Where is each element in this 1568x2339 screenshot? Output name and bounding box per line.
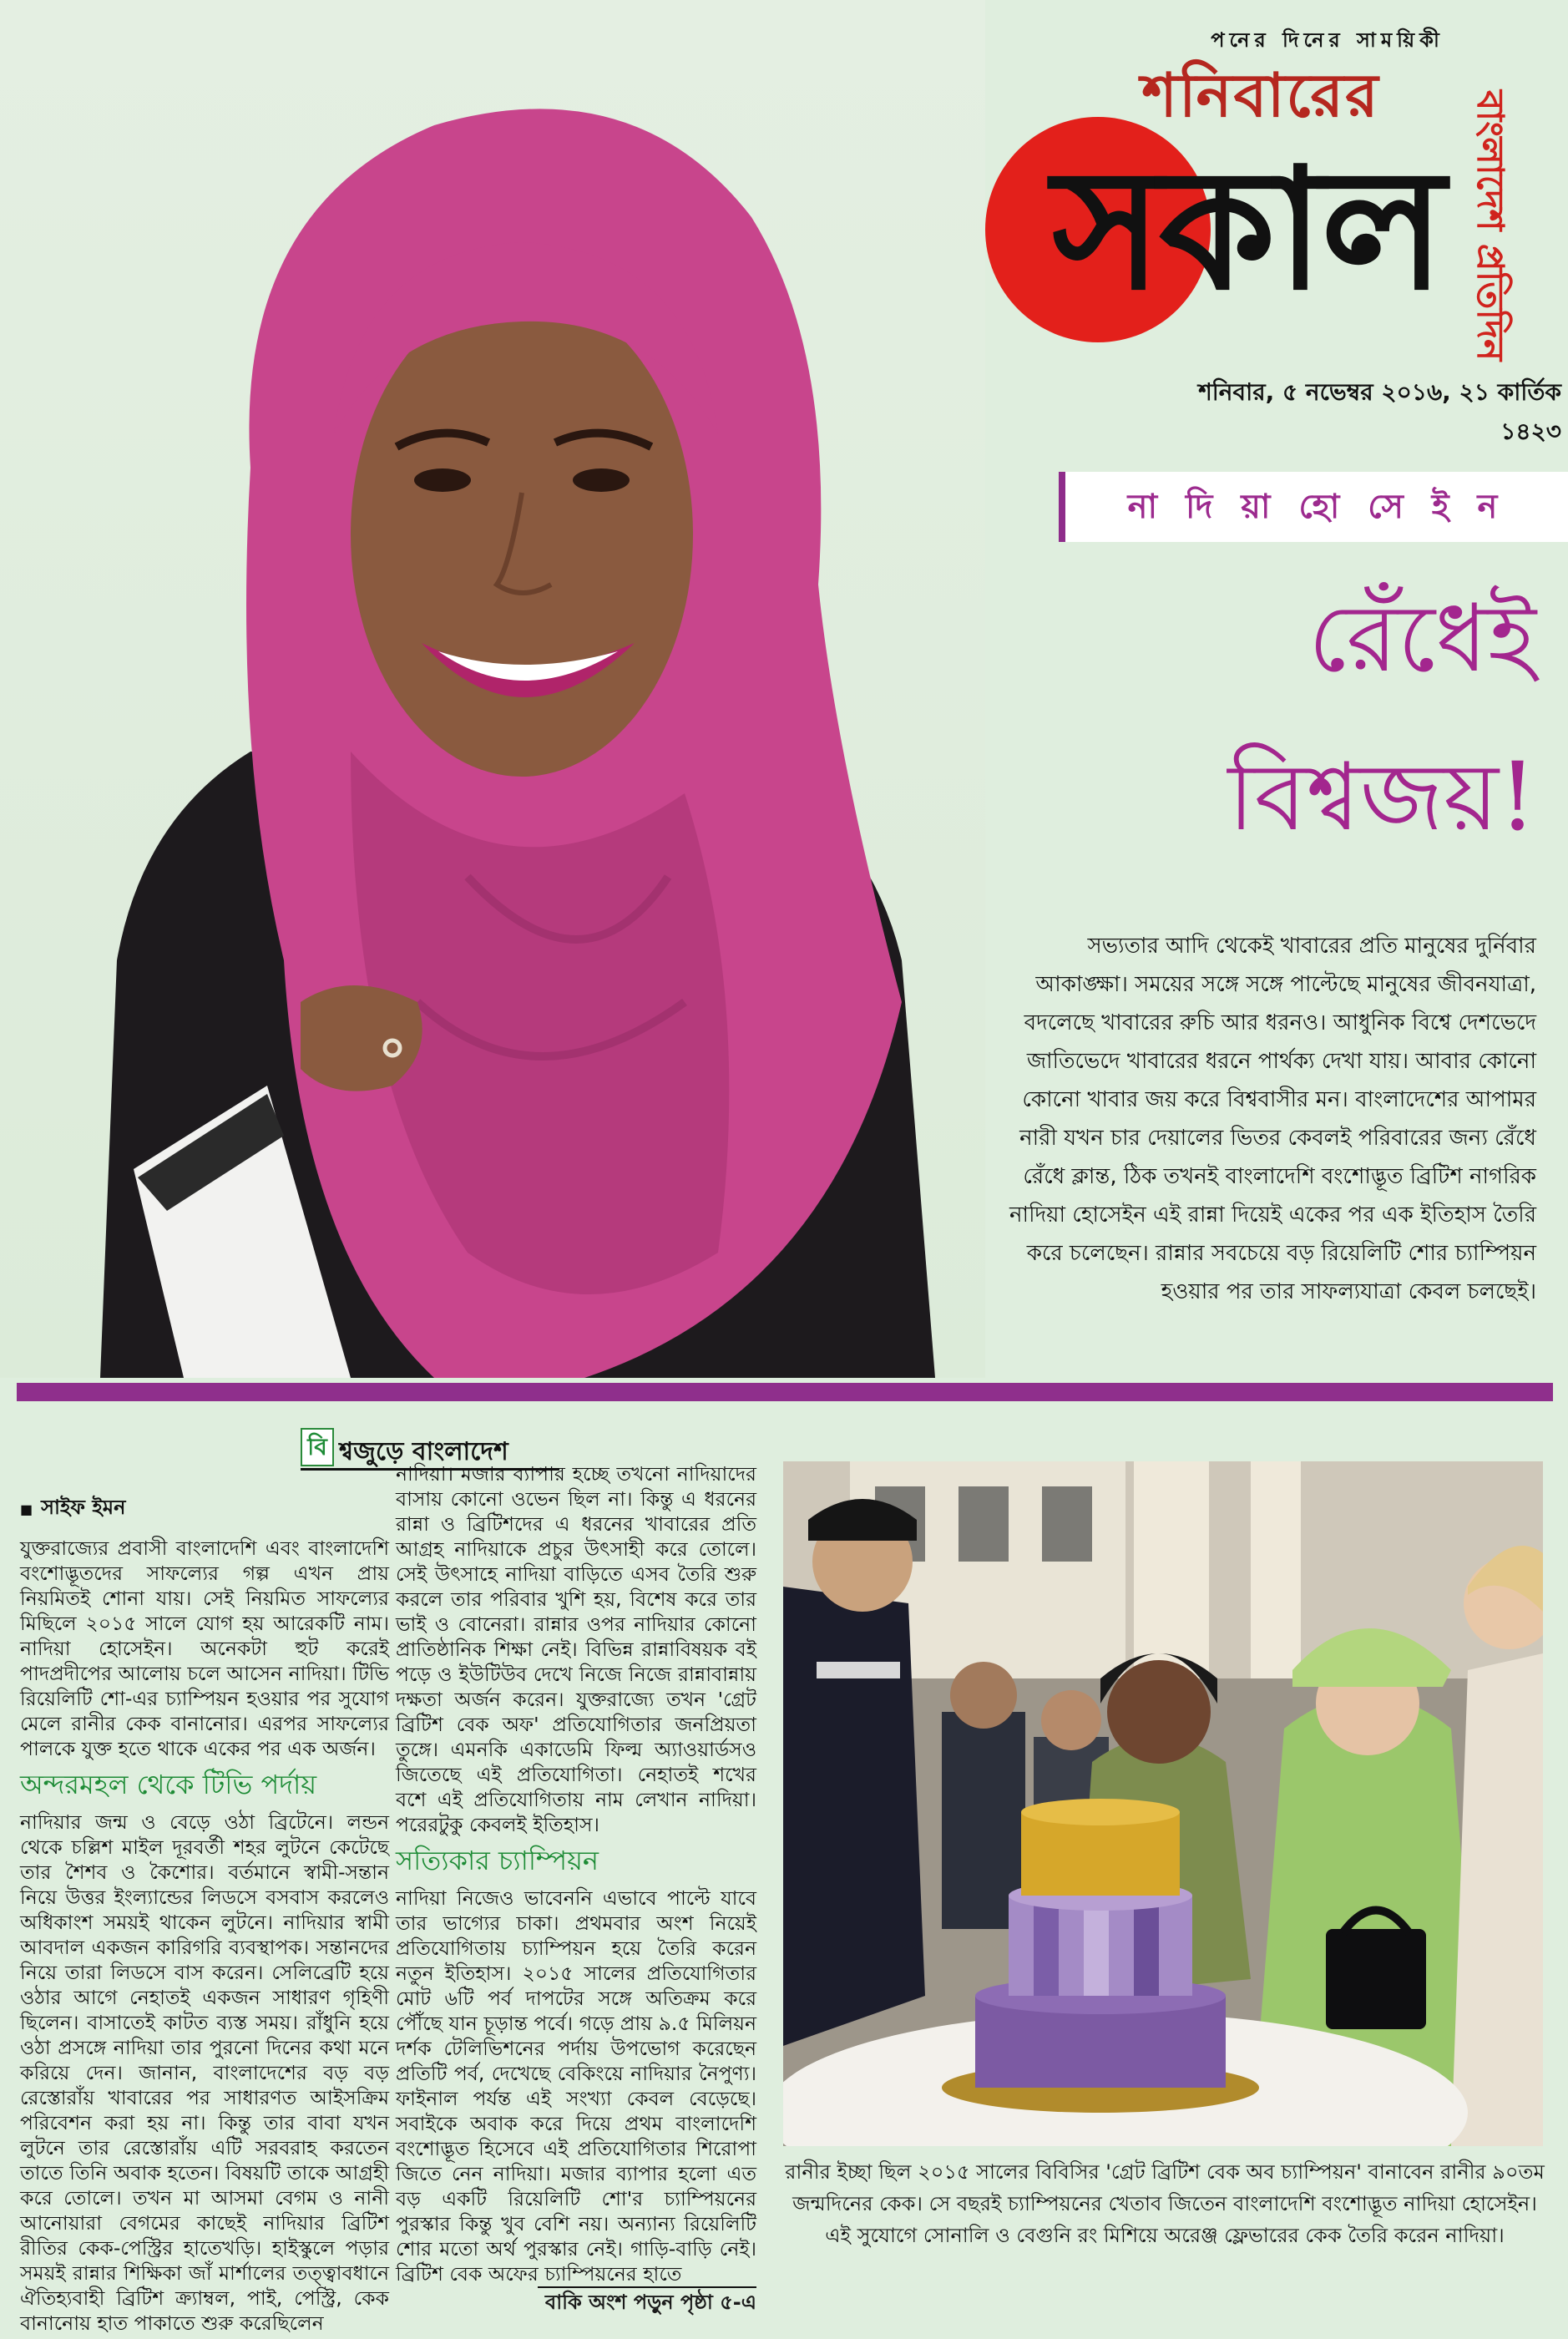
article-paragraph: নাদিয়া নিজেও ভাবেননি এভাবে পাল্টে যাবে তার ভাগ্যের চাকা। প্রথমবার অংশ নিয়েই প্রতিযোগিতায় চ্যাম্পিয়ন হয়ে তৈরি করেন নতুন ইতিহাস। ২০১৫ সালের প্রতিযোগিতার মোট ৬টি পর্ব দাপটের সঙ্গে অতিক্রম করে পৌঁছে যান চূড়ান্ত পর্বে। গড়ে প্রায় ৯.৫ মিলিয়ন দর্শক টেলিভিশনের পর্দায় উপভোগ করেছেন প্রতিটি পর্ব, দেখেছে বেকিংয়ে নাদিয়ার নৈপুণ্য। ফাইনাল পর্যন্ত এই সংখ্যা কেবল বেড়েছে। সবাইকে অবাক করে দিয়ে প্রথম বাংলাদেশি বংশোদ্ভূত হিসেবে এই প্রতিযোগিতার শিরোপা জিতে নেন নাদিয়া। মজার ব্যাপার হলো এত বড় একটি রিয়েলিটি শো'র চ্যাম্পিয়নের পুরস্কার কিন্তু খুব বেশি নয়। অন্যান্য রিয়েলিটি শোর মতো অর্থ পুরস্কার নেই। গাড়ি-বাড়ি নেই। ব্রিটিশ বেক অফের চ্যাম্পিয়নের হাতে xyxy=(396,1886,756,2286)
masthead-title: সকাল xyxy=(1052,131,1443,327)
headline-line-2: বিশ্বজয়! xyxy=(1227,743,1536,852)
person-name-band xyxy=(1059,472,1568,542)
cake-ceremony-photo xyxy=(783,1461,1543,2146)
hero-portrait-photo xyxy=(0,0,985,1378)
photo-caption: রানীর ইচ্ছা ছিল ২০১৫ সালের বিবিসির 'গ্রেট ব্রিটিশ বেক অব চ্যাম্পিয়ন' বানাবেন রানীর ৯০তম জন্মদিনের কেক। সে বছরই চ্যাম্পিয়নের খেতাব জিতেন বাংলাদেশি বংশোদ্ভূত নাদিয়া হোসেইন। এই সুযোগে সোনালি ও বেগুনি রং মিশিয়ে অরেঞ্জ ফ্লেভারের কেক তৈরি করেন নাদিয়া। xyxy=(785,2160,1545,2247)
continue-note: বাকি অংশ পড়ুন পৃষ্ঠা ৫-এ xyxy=(538,2286,756,2316)
person-name: না দি য়া হো সে ই ন xyxy=(1127,488,1506,526)
headline-line-1: রেঁধেই xyxy=(1308,585,1536,693)
section-divider xyxy=(17,1383,1553,1401)
section-label-initial: বি xyxy=(307,1433,327,1461)
cake-photo-illustration xyxy=(783,1461,1543,2146)
intro-paragraph: সভ্যতার আদি থেকেই খাবারের প্রতি মানুষের দুর্নিবার আকাঙ্ক্ষা। সময়ের সঙ্গে সঙ্গে পাল্টেছে মানুষের জীবনযাত্রা, বদলেছে খাবারের রুচি আর ধরনও। আধুনিক বিশ্বে দেশভেদে জাতিভেদে খাবারের ধরনে পার্থক্য দেখা যায়। আবার কোনো কোনো খাবার জয় করে বিশ্ববাসীর মন। বাংলাদেশের আপামর নারী যখন চার দেয়ালের ভিতর কেবলই পরিবারের জন্য রেঁধে রেঁধে ক্লান্ত, ঠিক তখনই বাংলাদেশি বংশোদ্ভূত ব্রিটিশ নাগরিক নাদিয়া হোসেইন এই রান্না দিয়েই একের পর এক ইতিহাস তৈরি করে চলেছেন। রান্নার সবচেয়ে বড় রিয়েলিটি শোর চ্যাম্পিয়ন হওয়ার পর তার সাফল্যযাত্রা কেবল চলছেই। xyxy=(1009,934,1536,1304)
byline: ■ সাইফ ইমন xyxy=(20,1495,389,1522)
article-paragraph: যুক্তরাজ্যের প্রবাসী বাংলাদেশি এবং বাংলাদেশি বংশোদ্ভূতদের সাফল্যের গল্প এখন প্রায় নিয়মিতই শোনা যায়। সেই নিয়মিত সাফল্যের মিছিলে ২০১৫ সালে যোগ হয় আরেকটি নাম। নাদিয়া হোসেইন। অনেকটা হুট করেই পাদপ্রদীপের আলোয় চলে আসেন নাদিয়া। টিভি রিয়েলিটি শো-এর চ্যাম্পিয়ন হওয়ার পর সুযোগ মেলে রানীর কেক বানানোর। এরপর সাফল্যের পালকে যুক্ত হতে থাকে একের পর এক অর্জন। xyxy=(20,1537,389,1760)
article-paragraph: নাদিয়ার জন্ম ও বেড়ে ওঠা ব্রিটেনে। লন্ডন থেকে চল্লিশ মাইল দূরবর্তী শহর লুটনে কেটেছে তার শৈশব ও কৈশোর। বর্তমানে স্বামী-সন্তান নিয়ে উত্তর ইংল্যান্ডের লিডসে বসবাস করলেও অধিকাংশ সময়ই থাকেন লুটনে। নাদিয়ার স্বামী আবদাল একজন কারিগরি ব্যবস্থাপক। সন্তানদের নিয়ে তারা লিডসে বাস করেন। সেলিব্রেটি হয়ে ওঠার আগে নেহাতই একজন সাধারণ গৃহিণী ছিলেন। বাসাতেই কাটত ব্যস্ত সময়। রাঁধুনি হয়ে ওঠা প্রসঙ্গে নাদিয়া তার পুরনো দিনের কথা মনে করিয়ে দেন। জানান, বাংলাদেশের বড় বড় রেস্তোরাঁয় খাবারের পর সাধারণত আইসক্রিম পরিবেশন করা হয় না। কিন্তু তার বাবা যখন লুটনে তার রেস্তোরাঁয় এটি সরবরাহ করতেন তাতে তিনি অবাক হতেন। বিষয়টি তাকে আগ্রহী করে তোলে। তখন মা আসমা বেগম ও নানী আনোয়ারা বেগমের কাছেই নাদিয়ার ব্রিটিশ রীতির কেক-পেস্ট্রির হাতেখড়ি। হাইস্কুলে পড়ার সময়ই রান্নার শিক্ষিকা জাঁ মার্শালের তত্ত্বাবধানে ঐতিহ্যবাহী ব্রিটিশ ক্র্যাম্বল, পাই, পেস্ট্রি, কেক বানানোয় হাত পাকাতে শুরু করেছিলেন xyxy=(20,1810,389,2335)
article-paragraph: নাদিয়া। মজার ব্যাপার হচ্ছে তখনো নাদিয়াদের বাসায় কোনো ওভেন ছিল না। কিন্তু এ ধরনের রান্না ও ব্রিটিশদের এ ধরনের খাবারের প্রতি আগ্রহ নাদিয়াকে প্রচুর উৎসাহী করে তোলে। সেই উৎসাহে নাদিয়া বাড়িতে এসব তৈরি শুরু করলে তার পরিবার খুশি হয়, বিশেষ করে তার ভাই ও বোনেরা। রান্নার ওপর নাদিয়ার কোনো প্রাতিষ্ঠানিক শিক্ষা নেই। বিভিন্ন রান্নাবিষয়ক বই পড়ে ও ইউটিউব দেখে নিজে নিজে রান্নাবান্নায় দক্ষতা অর্জন করেন। যুক্তরাজ্যে তখন 'গ্রেট ব্রিটিশ বেক অফ' প্রতিযোগিতার জনপ্রিয়তা তুঙ্গে। এমনকি একাডেমি ফিল্ম অ্যাওয়ার্ডসও জিতেছে এই প্রতিযোগিতা। নেহাতই শখের বশে এই প্রতিযোগিতায় নাম লেখান নাদিয়া। পরেরটুকু কেবলই ইতিহাস। xyxy=(396,1462,756,1836)
section-label-text: শ্বজুড়ে বাংলাদেশ xyxy=(339,1437,508,1466)
masthead xyxy=(985,17,1553,384)
masthead-tagline: পনের দিনের সাময়িকী xyxy=(1211,28,1444,52)
article-column-2 xyxy=(396,1461,756,2290)
section-label-box xyxy=(301,1428,334,1466)
issue-date: শনিবার, ৫ নভেম্বর ২০১৬, ২১ কার্তিক ১৪২৩ xyxy=(1198,378,1561,445)
masthead-publisher: বাংলাদেশ প্রতিদিন xyxy=(1469,89,1511,362)
masthead-subtitle: শনিবারের xyxy=(1141,59,1380,130)
subheading: অন্দরমহল থেকে টিভি পর্দায় xyxy=(20,1769,317,1800)
article-column-1 xyxy=(20,1495,389,2339)
portrait-illustration xyxy=(0,0,985,1378)
subheading: সত্যিকার চ্যাম্পিয়ন xyxy=(396,1845,599,1876)
